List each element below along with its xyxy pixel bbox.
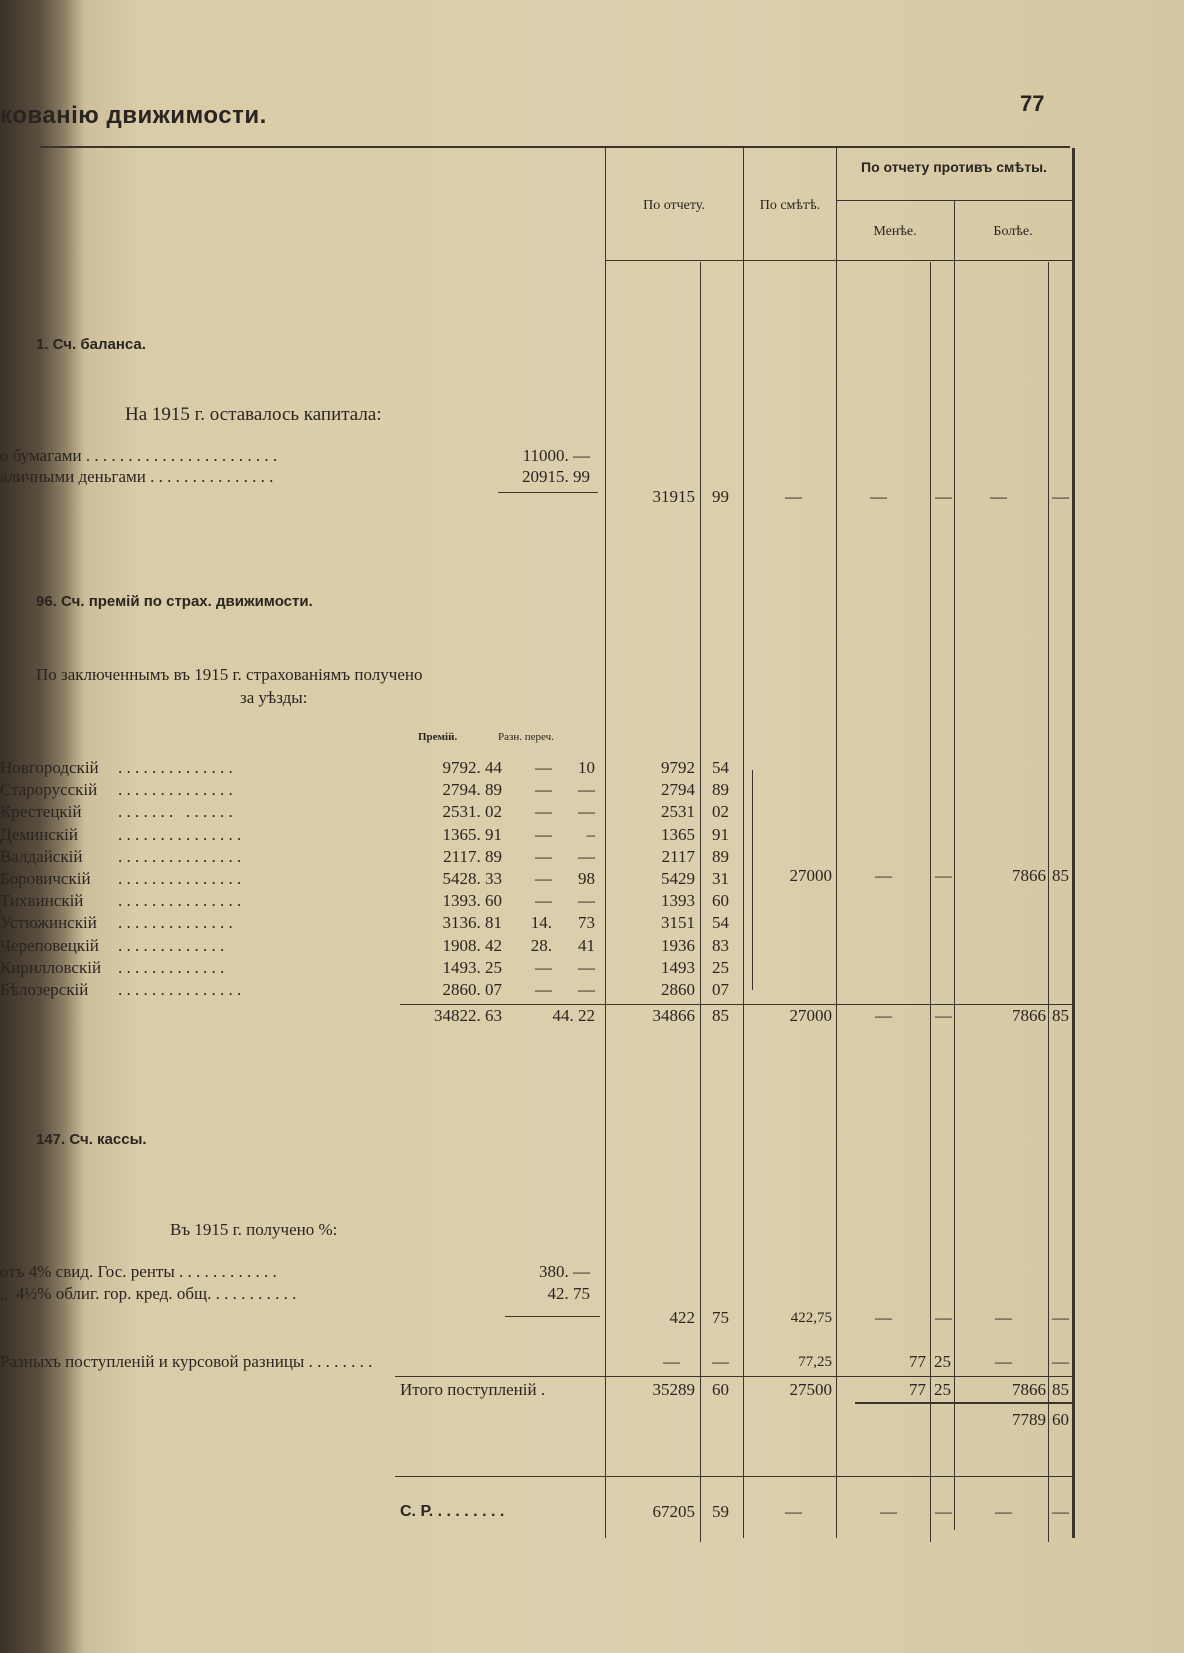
sr-kop: 59 — [712, 1502, 729, 1521]
uezd-razn-rub: — — [535, 758, 552, 777]
section1-total-rub: 31915 — [652, 487, 695, 506]
totals-menee-rub: 77 — [909, 1380, 926, 1399]
uezd-premii: 2860. 07 — [442, 980, 502, 999]
uezd-otchet-kop: 91 — [712, 825, 729, 844]
uezd-razn-rub: — — [535, 780, 552, 799]
uezd-razn-kop: — — [578, 802, 595, 821]
uezd-premii: 2794. 89 — [442, 780, 502, 799]
col-header-po-smete: По смѣтѣ. — [759, 198, 821, 213]
kop-line-otchet — [700, 262, 701, 1542]
section1-title: 1. Сч. баланса. — [36, 336, 146, 353]
uezd-name: Боровичскій — [0, 869, 91, 888]
totals-menee-kop: 25 — [934, 1380, 951, 1399]
uezd-dots: . . . . . . . . . . . . . . — [118, 758, 233, 777]
totals-smeta: 27500 — [789, 1380, 832, 1399]
uezd-dots: . . . . . . . . . . . . . — [118, 958, 225, 977]
section96-smeta: 27000 — [789, 866, 832, 885]
uezd-otchet-kop: 60 — [712, 891, 729, 910]
uezd-otchet-kop: 07 — [712, 980, 729, 999]
uezd-otchet-rub: 1936 — [661, 936, 695, 955]
col-header-bolee: Болѣе. — [993, 224, 1033, 239]
section147-row2-label: „ 4½% облиг. гор. кред. общ. . . . . . . . . . . — [0, 1284, 297, 1303]
uezd-razn-kop: 73 — [578, 913, 595, 932]
table-top-rule — [40, 146, 1070, 148]
uezd-razn-rub: — — [535, 825, 552, 844]
uezd-razn-rub: — — [535, 869, 552, 888]
section1-smeta-dash: — — [785, 487, 802, 506]
section1-menee-kop-dash: — — [935, 487, 952, 506]
section1-subtotal-rule — [498, 492, 598, 493]
section1-row1-label: о бумагами . . . . . . . . . . . . . . . . . . . . . . . — [0, 446, 278, 465]
section147-menee-kop-dash: — — [935, 1308, 952, 1327]
col-header-menee: Менѣе. — [873, 224, 917, 239]
uezd-otchet-rub: 2860 — [661, 980, 695, 999]
section96-sum-rule — [400, 1004, 1072, 1005]
uezd-premii: 1393. 60 — [442, 891, 502, 910]
section96-sum-menee-dash: — — [875, 1006, 892, 1025]
uezd-name: Крестецкій — [0, 802, 82, 821]
uezd-premii: 1493. 25 — [442, 958, 502, 977]
totals-bolee-kop: 85 — [1052, 1380, 1069, 1399]
uezd-premii: 1365. 91 — [442, 825, 502, 844]
col-header-po-otchetu: По отчету. — [643, 198, 705, 213]
section96-col-premii: Премій. — [418, 731, 458, 743]
uezd-name: Деминскій — [0, 825, 78, 844]
section147-row2-value: 42. 75 — [547, 1284, 590, 1303]
sr-label: С. Р. . . . . . . . . — [400, 1503, 505, 1520]
section1-row2-label: аличными деньгами . . . . . . . . . . . . . . . — [0, 467, 274, 486]
section147-subtotal-rule — [505, 1316, 600, 1317]
misc-bolee-dash: — — [995, 1352, 1012, 1371]
uezd-name: Бѣлозерскій — [0, 980, 89, 999]
section147-intro: Въ 1915 г. получено %: — [170, 1220, 338, 1239]
page-number: 77 — [1020, 91, 1045, 116]
section96-sum-prem: 34822. 63 — [434, 1006, 502, 1025]
header-bottom-rule — [605, 260, 1072, 261]
totals-label: Итого поступленій . — [400, 1380, 546, 1399]
subheader-rule — [836, 200, 1072, 201]
uezd-premii: 9792. 44 — [442, 758, 502, 777]
section96-title: 96. Сч. премій по страх. движимости. — [36, 593, 313, 610]
col-header-vs-smeta: По отчету противъ смѣты. — [861, 159, 1047, 175]
col-line-3 — [836, 148, 837, 1538]
uezd-name: Череповецкій — [0, 936, 99, 955]
kop-line-menee — [930, 262, 931, 1542]
uezd-otchet-kop: 89 — [712, 847, 729, 866]
misc-bolee-kop-dash: — — [1052, 1352, 1069, 1371]
uezd-premii: 2117. 89 — [443, 847, 502, 866]
uezd-otchet-kop: 31 — [712, 869, 729, 888]
uezd-otchet-kop: 54 — [712, 913, 729, 932]
uezd-otchet-rub: 5429 — [661, 869, 695, 888]
uezd-razn-kop: — — [578, 891, 595, 910]
section96-bolee-kop: 85 — [1052, 866, 1069, 885]
uezd-dots: . . . . . . . . . . . . . . . — [118, 869, 242, 888]
section147-row1-label: отъ 4% свид. Гос. ренты . . . . . . . . . . . . — [0, 1262, 277, 1281]
section96-sum-razn: 44. 22 — [552, 1006, 595, 1025]
uezd-otchet-kop: 02 — [712, 802, 729, 821]
sr-rub: 67205 — [652, 1502, 695, 1521]
section96-intro-line1: По заключеннымъ въ 1915 г. страхованіямъ получено — [36, 665, 423, 684]
uezd-dots: . . . . . . . . . . . . . . . — [118, 891, 242, 910]
uezd-otchet-rub: 2531 — [661, 802, 695, 821]
section147-menee-dash: — — [875, 1308, 892, 1327]
section1-intro: На 1915 г. оставалось капитала: — [125, 404, 382, 425]
uezd-premii: 2531. 02 — [442, 802, 502, 821]
col-line-1 — [605, 148, 606, 1538]
uezd-dots: . . . . . . . . . . . . . . — [118, 780, 233, 799]
sr-bolee-kop-dash: — — [1052, 1502, 1069, 1521]
section96-brace — [752, 770, 753, 990]
uezd-otchet-rub: 2794 — [661, 780, 695, 799]
section96-sum-bolee-rub: 7866 — [1012, 1006, 1046, 1025]
uezd-razn-kop: 41 — [578, 936, 595, 955]
totals-kop: 60 — [712, 1380, 729, 1399]
section1-row2-value: 20915. 99 — [522, 467, 590, 486]
uezd-otchet-kop: 54 — [712, 758, 729, 777]
uezd-razn-rub: — — [535, 958, 552, 977]
uezd-razn-kop: — — [578, 980, 595, 999]
kop-line-bolee — [1048, 262, 1049, 1542]
uezd-name: Новгородскій — [0, 758, 99, 777]
uezd-otchet-rub: 1365 — [661, 825, 695, 844]
section1-menee-dash: — — [870, 487, 887, 506]
totals-top-rule — [395, 1376, 1072, 1377]
section147-bolee-dash: — — [995, 1308, 1012, 1327]
section1-bolee-kop-dash: — — [1052, 487, 1069, 506]
uezd-otchet-rub: 3151 — [661, 913, 695, 932]
uezd-razn-rub: — — [535, 802, 552, 821]
section96-sum-kop: 85 — [712, 1006, 729, 1025]
uezd-razn-kop: — — [578, 780, 595, 799]
section96-bolee-rub: 7866 — [1012, 866, 1046, 885]
uezd-premii: 3136. 81 — [442, 913, 502, 932]
section96-col-razn: Разн. переч. — [498, 731, 554, 743]
uezd-premii: 1908. 42 — [442, 936, 502, 955]
section147-total-kop: 75 — [712, 1308, 729, 1327]
net-rub: 7789 — [1012, 1410, 1046, 1429]
totals-rub: 35289 — [652, 1380, 695, 1399]
uezd-otchet-rub: 1493 — [661, 958, 695, 977]
uezd-otchet-rub: 2117 — [661, 847, 695, 866]
uezd-dots: . . . . . . . . . . . . . — [118, 802, 233, 821]
uezd-otchet-kop: 83 — [712, 936, 729, 955]
section96-sum-rub: 34866 — [652, 1006, 695, 1025]
uezd-name: Устюжинскій — [0, 913, 97, 932]
uezd-razn-rub: — — [535, 980, 552, 999]
uezd-name: Старорусскій — [0, 780, 98, 799]
net-rule — [855, 1402, 1072, 1404]
col-line-2 — [743, 148, 744, 1538]
misc-rub: — — [663, 1352, 680, 1371]
misc-kop: — — [712, 1352, 729, 1371]
uezd-dots: . . . . . . . . . . . . . . . — [118, 980, 242, 999]
section96-menee-kop-dash: — — [935, 866, 952, 885]
section96-intro-line2: за уѣзды: — [240, 688, 308, 707]
misc-smeta: 77,25 — [798, 1354, 832, 1370]
sr-smeta-dash: — — [785, 1502, 802, 1521]
uezd-razn-rub: 14. — [530, 913, 552, 932]
uezd-dots: . . . . . . . . . . . . . . — [118, 913, 233, 932]
uezd-name: Валдайскій — [0, 847, 83, 866]
sr-menee-dash: — — [880, 1502, 897, 1521]
section1-row1-value: 11000. — — [522, 446, 590, 465]
uezd-razn-kop: 10 — [578, 758, 595, 777]
section96-sum-smeta: 27000 — [789, 1006, 832, 1025]
sr-menee-kop-dash: — — [935, 1502, 952, 1521]
section96-sum-bolee-kop: 85 — [1052, 1006, 1069, 1025]
totals-bolee-rub: 7866 — [1012, 1380, 1046, 1399]
uezd-razn-rub: — — [535, 891, 552, 910]
section147-title: 147. Сч. кассы. — [36, 1131, 147, 1148]
misc-menee-rub: 77 — [909, 1352, 926, 1371]
uezd-razn-rub: — — [535, 847, 552, 866]
page-title: кованію движимости. — [0, 102, 267, 129]
section147-bolee-kop-dash: — — [1052, 1308, 1069, 1327]
uezd-otchet-rub: 1393 — [661, 891, 695, 910]
uezd-razn-kop: — — [578, 847, 595, 866]
section1-bolee-dash: — — [990, 487, 1007, 506]
uezd-otchet-kop: 25 — [712, 958, 729, 977]
misc-menee-kop: 25 — [934, 1352, 951, 1371]
uezd-dots: . . . . . . . . . . . . . — [118, 936, 225, 955]
sr-top-rule — [395, 1476, 1072, 1477]
uezd-name: Кирилловскій — [0, 958, 102, 977]
col-line-5 — [1072, 148, 1075, 1538]
uezd-premii: 5428. 33 — [442, 869, 502, 888]
uezd-razn-rub: 28. — [530, 936, 552, 955]
uezd-razn-kop: – — [586, 825, 595, 844]
col-line-4 — [954, 200, 955, 1530]
section147-row1-value: 380. — — [539, 1262, 590, 1281]
section147-smeta: 422,75 — [790, 1310, 832, 1326]
section96-menee-dash: — — [875, 866, 892, 885]
sr-bolee-dash: — — [995, 1502, 1012, 1521]
section147-total-rub: 422 — [669, 1308, 695, 1327]
section1-total-kop: 99 — [712, 487, 729, 506]
uezd-razn-kop: — — [578, 958, 595, 977]
uezd-otchet-kop: 89 — [712, 780, 729, 799]
section96-sum-menee-kop-dash: — — [935, 1006, 952, 1025]
uezd-otchet-rub: 9792 — [661, 758, 695, 777]
uezd-dots: . . . . . . . . . . . . . . . — [118, 825, 242, 844]
misc-label: Разныхъ поступленій и курсовой разницы . . . . . . . . — [0, 1352, 373, 1371]
net-kop: 60 — [1052, 1410, 1069, 1429]
uezd-razn-kop: 98 — [578, 869, 595, 888]
uezd-dots: . . . . . . . . . . . . . . . — [118, 847, 242, 866]
uezd-name: Тихвинскій — [0, 891, 84, 910]
